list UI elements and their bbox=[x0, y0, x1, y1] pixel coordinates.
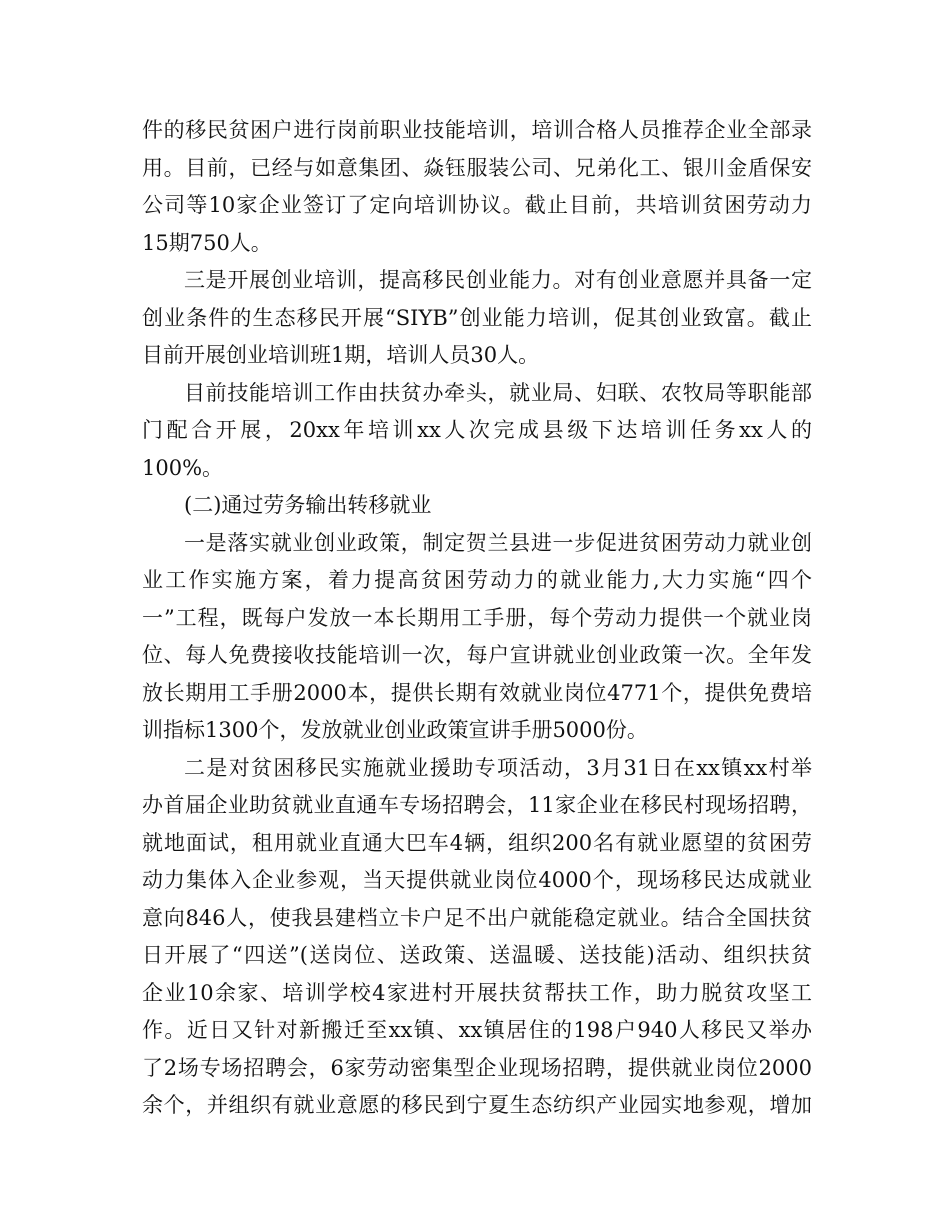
text-line: 目前开展创业培训班1期，培训人员30人。 bbox=[142, 343, 540, 367]
text-line: 动力集体入企业参观，当天提供就业岗位4000个，现场移民达成就业 bbox=[142, 868, 812, 892]
text-line: 日开展了“四送”(送岗位、送政策、送温暖、送技能)活动、组织扶贫 bbox=[142, 943, 812, 967]
text-line: 15期750人。 bbox=[142, 230, 272, 255]
text-line: 创业条件的生态移民开展“SIYB”创业能力培训，促其创业致富。截止 bbox=[142, 305, 812, 330]
text-line: 100%。 bbox=[142, 455, 224, 480]
text-line: 用。目前，已经与如意集团、焱钰服装公司、兄弟化工、银川金盾保安 bbox=[142, 155, 812, 180]
document-body bbox=[142, 112, 812, 1125]
text-line: 办首届企业助贫就业直通车专场招聘会，11家企业在移民村现场招聘， bbox=[142, 793, 812, 817]
paragraph-first-line: 目前技能培训工作由扶贫办牵头，就业局、妇联、农牧局等职能部 bbox=[184, 380, 812, 405]
text-line: 余个，并组织有就业意愿的移民到宁夏生态纺织产业园实地参观，增加 bbox=[142, 1093, 812, 1117]
text-line: 一”工程，既每户发放一本长期用工手册，每个劳动力提供一个就业岗 bbox=[142, 605, 812, 630]
text-line: 意向846人，使我县建档立卡户足不出户就能稳定就业。结合全国扶贫 bbox=[142, 905, 812, 930]
text-line: 件的移民贫困户进行岗前职业技能培训，培训合格人员推荐企业全部录 bbox=[142, 118, 812, 142]
text-line: 了2场专场招聘会，6家劳动密集型企业现场招聘，提供就业岗位2000 bbox=[142, 1055, 812, 1080]
section-heading: (二)通过劳务输出转移就业 bbox=[184, 493, 432, 517]
text-line: 门配合开展，20xx年培训xx人次完成县级下达培训任务xx人的 bbox=[142, 418, 812, 442]
text-line: 放长期用工手册2000本，提供长期有效就业岗位4771个，提供免费培 bbox=[142, 680, 812, 705]
paragraph-first-line: 一是落实就业创业政策，制定贺兰县进一步促进贫困劳动力就业创 bbox=[184, 530, 812, 555]
text-line: 业工作实施方案，着力提高贫困劳动力的就业能力,大力实施“四个 bbox=[142, 568, 812, 592]
text-line: 位、每人免费接收技能培训一次，每户宣讲就业创业政策一次。全年发 bbox=[142, 643, 812, 667]
paragraph-first-line: 二是对贫困移民实施就业援助专项活动，3月31日在xx镇xx村举 bbox=[184, 755, 812, 780]
text-line: 就地面试，租用就业直通大巴车4辆，组织200名有就业愿望的贫困劳 bbox=[142, 830, 812, 855]
text-line: 作。近日又针对新搬迁至xx镇、xx镇居住的198户940人移民又举办 bbox=[142, 1018, 812, 1042]
text-line: 企业10余家、培训学校4家进村开展扶贫帮扶工作，助力脱贫攻坚工 bbox=[142, 980, 812, 1005]
text-line: 公司等10家企业签订了定向培训协议。截止目前，共培训贫困劳动力 bbox=[142, 193, 812, 217]
text-line: 训指标1300个，发放就业创业政策宣讲手册5000份。 bbox=[142, 718, 648, 742]
paragraph-first-line: 三是开展创业培训，提高移民创业能力。对有创业意愿并具备一定 bbox=[184, 268, 812, 292]
